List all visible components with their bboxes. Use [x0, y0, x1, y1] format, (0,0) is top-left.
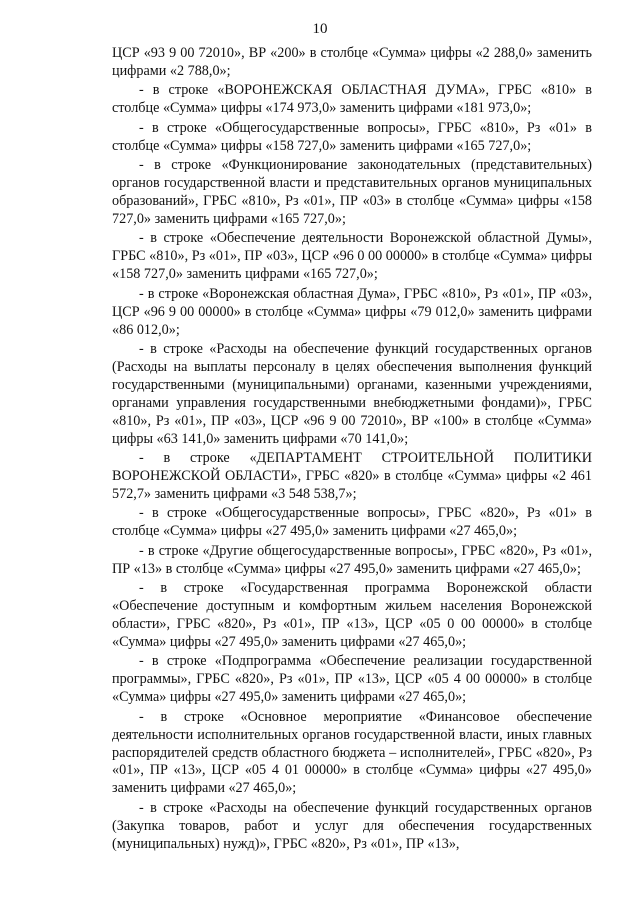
paragraph: - в строке «Обеспечение деятельности Воронежской областной Думы», ГРБС «810», Рз «01», ПР «03», ЦСР «96 0 00 00000» в столбце «Сумма» цифры «158 727,0» заменить цифрами «165 727,0»; [112, 230, 592, 283]
paragraph: - в строке «Общегосударственные вопросы», ГРБС «820», Рз «01» в столбце «Сумма» цифры «27 495,0» заменить цифрами «27 465,0»; [112, 505, 592, 540]
paragraph: - в строке «ВОРОНЕЖСКАЯ ОБЛАСТНАЯ ДУМА», ГРБС «810» в столбце «Сумма» цифры «174 973,0» заменить цифрами «181 973,0»; [112, 82, 592, 117]
page-number: 10 [312, 21, 328, 37]
paragraph: - в строке «Воронежская областная Дума», ГРБС «810», Рз «01», ПР «03», ЦСР «96 9 00 00000» в столбце «Сумма» цифры «79 012,0» заменить цифрами «86 012,0»; [112, 285, 592, 338]
paragraph: - в строке «Общегосударственные вопросы», ГРБС «810», Рз «01» в столбце «Сумма» цифры «158 727,0» заменить цифрами «165 727,0»; [112, 119, 592, 154]
paragraph: - в строке «Другие общегосударственные вопросы», ГРБС «820», Рз «01», ПР «13» в столбце «Сумма» цифры «27 495,0» заменить цифрами «27 465,0»; [112, 542, 592, 577]
paragraph: - в строке «Функционирование законодательных (представительных) органов государственной власти и представительных органов муниципальных образований», ГРБС «810», Рз «01», ПР «03» в столбце «Сумма» цифры «158 727,0» заменить цифрами «165 727,0»; [112, 157, 592, 227]
paragraph: - в строке «Расходы на обеспечение функций государственных органов (Закупка товаров, работ и услуг для обеспечения государственных (муниципальных) нужд)», ГРБС «820», Рз «01», ПР «13», [112, 799, 592, 852]
document-body [112, 45, 592, 855]
paragraph: - в строке «Основное мероприятие «Финансовое обеспечение деятельности исполнительных органов государственной власти, иных главных распорядителей средств областного бюджета – исполнителей», ГРБС «820», Рз «01», ПР «13», ЦСР «05 4 01 00000» в столбце «Сумма» цифры «27 495,0» заменить цифрами «27 465,0»; [112, 708, 592, 797]
paragraph: - в строке «Расходы на обеспечение функций государственных органов (Расходы на выплаты персоналу в целях обеспечения выполнения функций государственными (муниципальными) органами, казенными учреждениями, органами управления государственными внебюджетными фондами)», ГРБС «810», Рз «01», ПР «03», ЦСР «96 9 00 72010», ВР «100» в столбце «Сумма» цифры «63 141,0» заменить цифрами «70 141,0»; [112, 341, 592, 447]
paragraph: ЦСР «93 9 00 72010», ВР «200» в столбце «Сумма» цифры «2 288,0» заменить цифрами «2 788,0»; [112, 45, 592, 79]
paragraph: - в строке «ДЕПАРТАМЕНТ СТРОИТЕЛЬНОЙ ПОЛИТИКИ ВОРОНЕЖСКОЙ ОБЛАСТИ», ГРБС «820» в столбце «Сумма» цифры «2 461 572,7» заменить цифрами «3 548 538,7»; [112, 450, 592, 502]
paragraph: - в строке «Государственная программа Воронежской области «Обеспечение доступным и комфортным жильем населения Воронежской области», ГРБС «820», Рз «01», ПР «13», ЦСР «05 0 00 00000» в столбце «Сумма» цифры «27 495,0» заменить цифрами «27 465,0»; [112, 580, 592, 650]
paragraph: - в строке «Подпрограмма «Обеспечение реализации государственной программы», ГРБС «820», Рз «01», ПР «13», ЦСР «05 4 00 00000» в столбце «Сумма» цифры «27 495,0» заменить цифрами «27 465,0»; [112, 653, 592, 706]
